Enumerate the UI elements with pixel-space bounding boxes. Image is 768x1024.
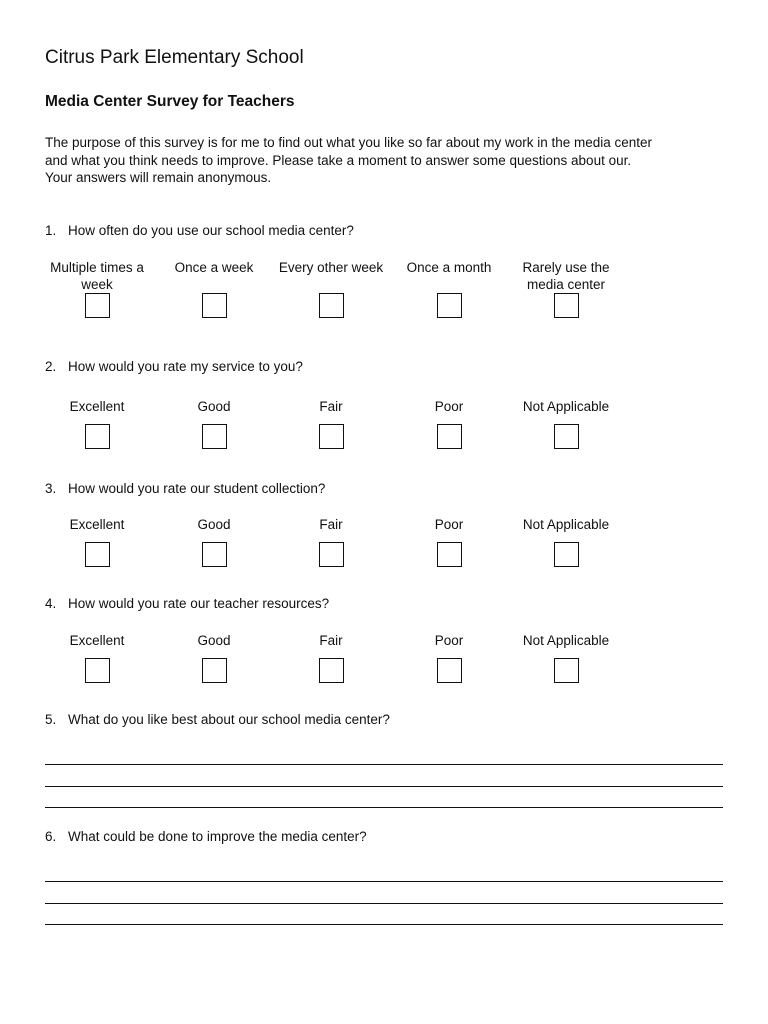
option-label: Not Applicable: [522, 517, 610, 532]
option-fair: [276, 398, 386, 449]
option-label: Fair: [319, 399, 343, 414]
answer-line[interactable]: [45, 924, 723, 925]
option-good: [159, 398, 269, 449]
question-6: [45, 829, 367, 844]
intro-line: Your answers will remain anonymous.: [45, 170, 272, 185]
checkbox[interactable]: [319, 293, 344, 318]
intro-line: and what you think needs to improve. Please take a moment to answer some questions about our.: [45, 152, 632, 168]
question-text: How would you rate my service to you?: [68, 359, 303, 374]
answer-line[interactable]: [45, 786, 723, 787]
option-label: Multiple times a week: [50, 260, 144, 292]
question-text: What could be done to improve the media center?: [68, 829, 367, 844]
option-poor: [394, 398, 504, 449]
option-label: Good: [197, 517, 231, 532]
option-not-applicable: [511, 398, 621, 449]
school-name: Citrus Park Elementary School: [45, 47, 304, 68]
question-number: 3.: [45, 481, 57, 496]
option-label: Excellent: [69, 517, 125, 532]
checkbox[interactable]: [319, 542, 344, 567]
option-good: [159, 632, 269, 683]
checkbox[interactable]: [437, 293, 462, 318]
option-once-a-week: [159, 259, 269, 318]
checkbox[interactable]: [437, 424, 462, 449]
checkbox[interactable]: [437, 658, 462, 683]
option-label: Once a month: [406, 260, 492, 275]
survey-title: Media Center Survey for Teachers: [45, 93, 295, 110]
checkbox[interactable]: [202, 542, 227, 567]
option-excellent: [42, 632, 152, 683]
option-not-applicable: [511, 516, 621, 567]
option-every-other-week: [276, 259, 386, 318]
question-text: How often do you use our school media center?: [68, 223, 354, 238]
option-label: Excellent: [69, 633, 125, 648]
option-label: Fair: [319, 517, 343, 532]
option-label: Excellent: [69, 399, 125, 414]
option-label: Every other week: [278, 260, 384, 275]
option-fair: [276, 632, 386, 683]
checkbox[interactable]: [554, 658, 579, 683]
option-once-a-month: [394, 259, 504, 318]
checkbox[interactable]: [85, 293, 110, 318]
option-rarely-use: [511, 259, 621, 318]
question-text: How would you rate our teacher resources?: [68, 596, 330, 611]
intro-paragraph: [45, 134, 735, 187]
question-1-options: [0, 259, 768, 339]
option-multiple-times-a-week: [42, 259, 152, 318]
option-label: Fair: [319, 633, 343, 648]
answer-line[interactable]: [45, 807, 723, 808]
question-3: [45, 481, 325, 496]
question-number: 4.: [45, 596, 57, 611]
checkbox[interactable]: [85, 542, 110, 567]
checkbox[interactable]: [202, 293, 227, 318]
option-fair: [276, 516, 386, 567]
option-not-applicable: [511, 632, 621, 683]
option-label: Good: [197, 399, 231, 414]
option-label: Rarely use the media center: [522, 260, 610, 292]
option-label: Poor: [434, 517, 464, 532]
question-4-options: [0, 632, 768, 712]
option-poor: [394, 516, 504, 567]
option-poor: [394, 632, 504, 683]
checkbox[interactable]: [85, 424, 110, 449]
option-good: [159, 516, 269, 567]
checkbox[interactable]: [554, 293, 579, 318]
option-label: Poor: [434, 633, 464, 648]
checkbox[interactable]: [85, 658, 110, 683]
checkbox[interactable]: [202, 658, 227, 683]
checkbox[interactable]: [554, 424, 579, 449]
question-number: 5.: [45, 712, 57, 727]
option-label: Not Applicable: [522, 633, 610, 648]
answer-line[interactable]: [45, 881, 723, 882]
answer-line[interactable]: [45, 764, 723, 765]
option-label: Not Applicable: [522, 399, 610, 414]
answer-line[interactable]: [45, 903, 723, 904]
checkbox[interactable]: [319, 658, 344, 683]
intro-line: The purpose of this survey is for me to find out what you like so far about my work in the media center: [45, 135, 653, 150]
checkbox[interactable]: [319, 424, 344, 449]
question-number: 1.: [45, 223, 57, 238]
question-2: [45, 359, 303, 374]
question-text: How would you rate our student collection?: [68, 481, 326, 496]
question-3-options: [0, 516, 768, 596]
question-5: [45, 712, 390, 727]
question-1: [45, 223, 354, 238]
checkbox[interactable]: [202, 424, 227, 449]
option-excellent: [42, 398, 152, 449]
question-4: [45, 596, 329, 611]
question-2-options: [0, 398, 768, 478]
checkbox[interactable]: [437, 542, 462, 567]
question-number: 2.: [45, 359, 57, 374]
question-text: What do you like best about our school media center?: [68, 712, 390, 727]
question-number: 6.: [45, 829, 57, 844]
option-excellent: [42, 516, 152, 567]
checkbox[interactable]: [554, 542, 579, 567]
option-label: Once a week: [174, 260, 254, 275]
option-label: Poor: [434, 399, 464, 414]
option-label: Good: [197, 633, 231, 648]
